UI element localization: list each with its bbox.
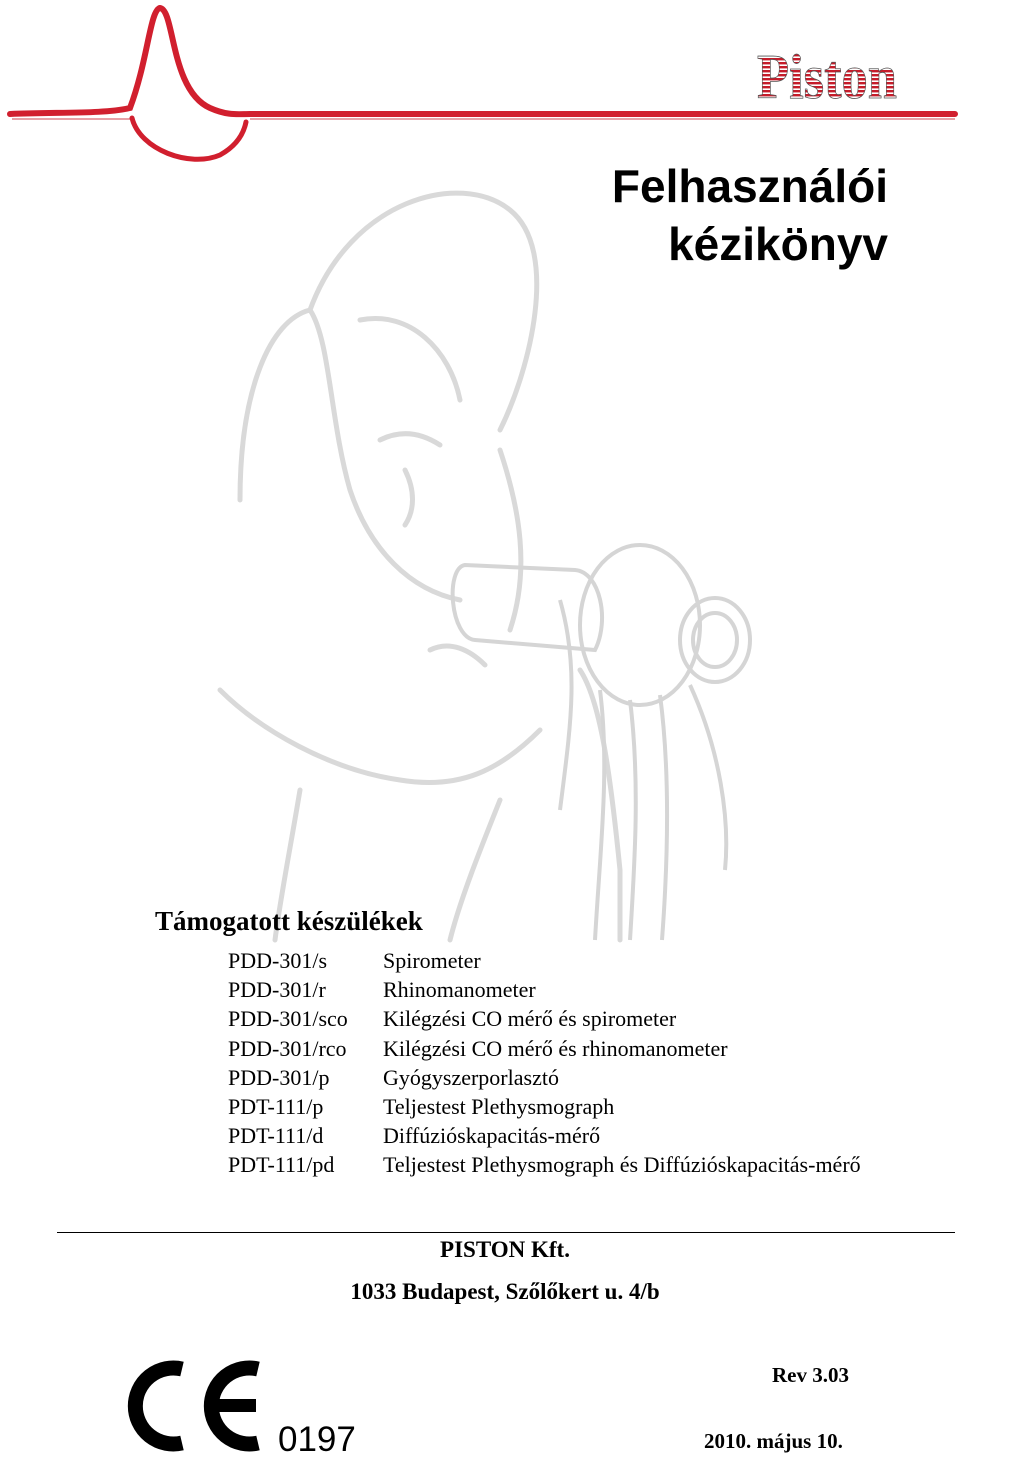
device-name: Teljestest Plethysmograph bbox=[383, 1093, 615, 1119]
device-row bbox=[228, 1150, 861, 1179]
device-code: PDD-301/rco bbox=[228, 1035, 347, 1061]
device-name: Kilégzési CO mérő és spirometer bbox=[383, 1006, 677, 1032]
svg-text:Piston: Piston bbox=[757, 41, 897, 112]
device-name: Kilégzési CO mérő és rhinomanometer bbox=[383, 1035, 728, 1061]
device-row bbox=[228, 1034, 861, 1063]
company-name: PISTON Kft. bbox=[440, 1237, 570, 1262]
device-code: PDT-111/d bbox=[228, 1123, 324, 1149]
title-line-2: kézikönyv bbox=[668, 218, 888, 270]
device-row bbox=[228, 975, 861, 1004]
ce-mark-icon bbox=[130, 1355, 270, 1457]
watermark-illustration bbox=[200, 170, 780, 950]
device-name: Diffúzióskapacitás-mérő bbox=[383, 1123, 601, 1149]
device-table bbox=[228, 946, 861, 1180]
device-name: Teljestest Plethysmograph és Diffúzióskapacitás-mérő bbox=[383, 1152, 861, 1178]
devices-heading: Támogatott készülékek bbox=[155, 906, 423, 936]
title-line-1: Felhasználói bbox=[611, 160, 888, 212]
device-code: PDD-301/s bbox=[228, 948, 328, 973]
device-row bbox=[228, 946, 861, 975]
revision-date: 2010. május 10. bbox=[704, 1429, 843, 1453]
device-row bbox=[228, 1092, 861, 1121]
device-code: PDD-301/p bbox=[228, 1064, 330, 1090]
piston-logo bbox=[755, 38, 900, 112]
device-row bbox=[228, 1004, 861, 1033]
ce-number: 0197 bbox=[278, 1420, 356, 1459]
device-row bbox=[228, 1063, 861, 1092]
company-address: 1033 Budapest, Szőlőkert u. 4/b bbox=[350, 1279, 660, 1304]
device-code: PDD-301/sco bbox=[228, 1006, 348, 1032]
device-code: PDD-301/r bbox=[228, 977, 326, 1003]
device-name: Rhinomanometer bbox=[383, 977, 536, 1003]
device-code: PDT-111/pd bbox=[228, 1152, 335, 1178]
device-name: Gyógyszerporlasztó bbox=[383, 1064, 559, 1090]
footer-divider bbox=[57, 1232, 955, 1233]
device-name: Spirometer bbox=[383, 948, 481, 973]
device-code: PDT-111/p bbox=[228, 1093, 324, 1119]
device-row bbox=[228, 1121, 861, 1150]
revision-label: Rev 3.03 bbox=[772, 1363, 849, 1387]
